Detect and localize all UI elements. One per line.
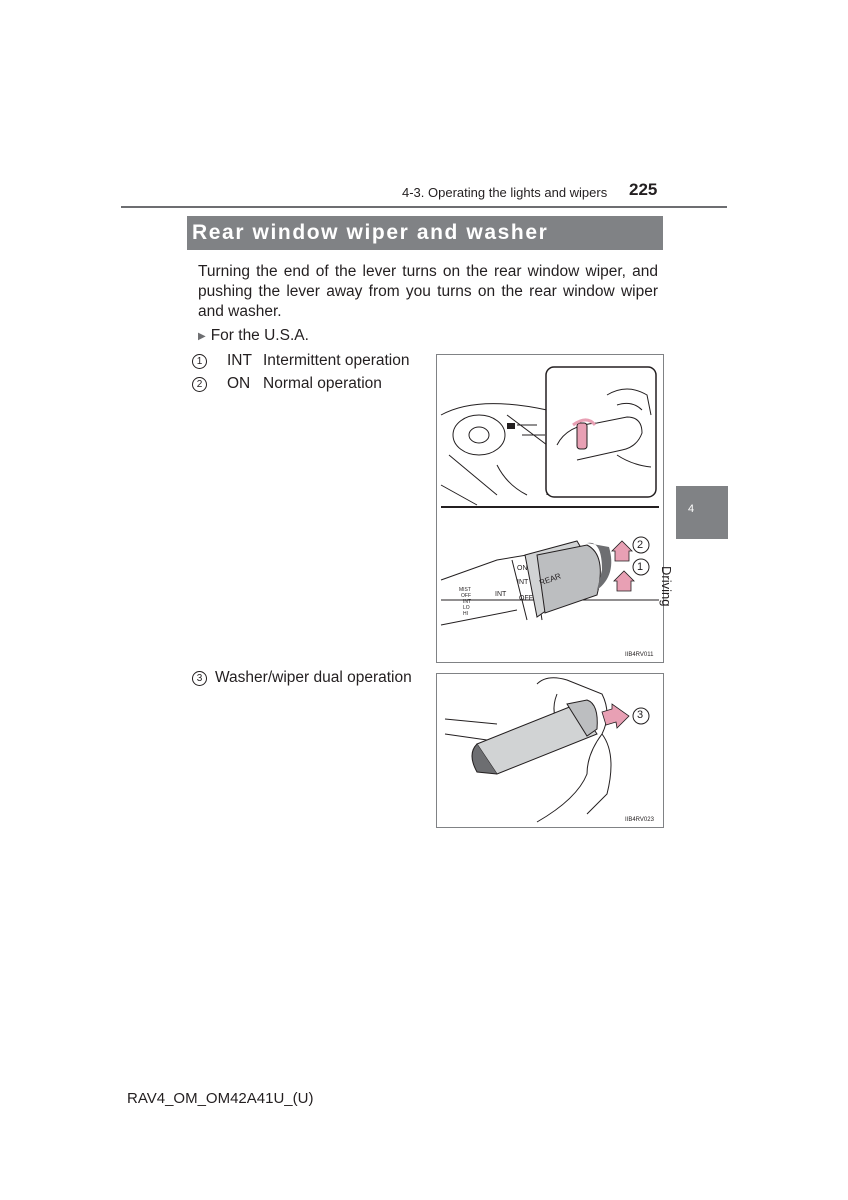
item-description: Washer/wiper dual operation xyxy=(215,669,412,686)
circled-number: 3 xyxy=(192,671,207,686)
lever-illustration xyxy=(437,355,663,662)
list-item-washer xyxy=(192,669,412,687)
switch-label-int: INT xyxy=(463,599,472,605)
list-item-int xyxy=(192,352,409,370)
figure-washer-operation xyxy=(436,673,664,828)
lever-label-on: ON xyxy=(517,565,528,572)
chapter-heading: 4-3. Operating the lights and wipers xyxy=(402,185,608,200)
switch-label-hi: HI xyxy=(463,611,468,617)
chapter-tab xyxy=(676,486,728,539)
figure-wiper-lever xyxy=(436,354,664,663)
section-title: Rear window wiper and washer xyxy=(187,216,663,250)
page-number: 225 xyxy=(629,180,658,199)
figure-code: IIB4RV011 xyxy=(625,652,654,658)
chapter-tab-label: Driving xyxy=(659,566,674,607)
list-item-on xyxy=(192,375,382,393)
callout-1: 1 xyxy=(637,561,644,573)
figure-code: IIB4RV023 xyxy=(625,817,654,823)
region-text: For the U.S.A. xyxy=(210,327,309,344)
footer-doc-id: RAV4_OM_OM42A41U_(U) xyxy=(127,1090,314,1107)
lever-label-rear: REAR xyxy=(538,571,563,588)
intro-paragraph: Turning the end of the lever turns on the rear window wiper, and pushing the lever away from you turns on the rear window wiper and washer. xyxy=(198,263,658,320)
chapter-tab-number: 4 xyxy=(688,503,695,515)
item-code: INT xyxy=(227,352,252,369)
switch-label-off: OFF xyxy=(461,593,471,599)
item-code: ON xyxy=(227,375,251,392)
header-rule xyxy=(121,206,727,208)
item-description: Intermittent operation xyxy=(263,352,410,369)
item-description: Normal operation xyxy=(263,375,382,392)
triangle-bullet-icon: ▶ xyxy=(198,331,206,342)
lever-label-off: OFF xyxy=(519,595,533,602)
switch-label-mist: MIST xyxy=(459,587,471,593)
lever-label-int: INT xyxy=(517,579,529,586)
circled-number: 1 xyxy=(192,354,207,369)
callout-2: 2 xyxy=(637,539,644,551)
callout-3: 3 xyxy=(637,709,644,721)
switch-label-lo: LO xyxy=(463,605,470,611)
washer-illustration xyxy=(437,674,663,827)
circled-number: 2 xyxy=(192,377,207,392)
lever-label-int-band: INT xyxy=(495,591,507,598)
region-label xyxy=(198,327,309,345)
